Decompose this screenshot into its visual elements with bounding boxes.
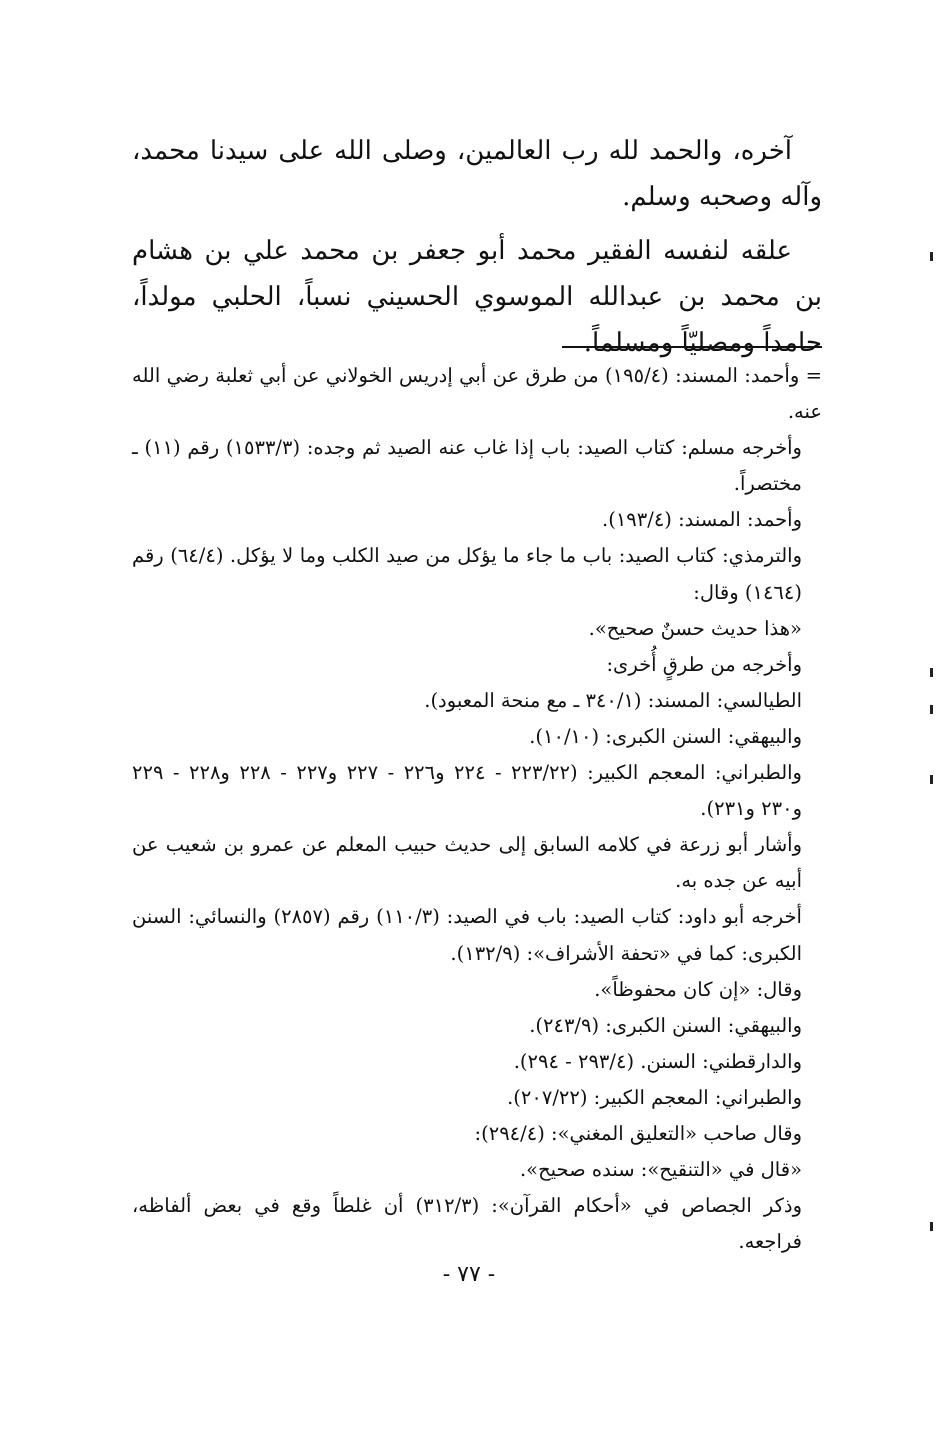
footnote-line: = وأحمد: المسند: (١٩٥/٤) من طرق عن أبي إدريس الخولاني عن أبي ثعلبة رضي الله عنه.	[132, 364, 822, 424]
main-text	[132, 128, 822, 366]
footnote-line: والبيهقي: السنن الكبرى: (٢٤٣/٩).	[529, 1013, 802, 1037]
footnote-line: وأخرجه من طرقٍ أُخرى:	[606, 652, 802, 676]
footnotes	[132, 358, 822, 1260]
footnote-line: والطبراني: المعجم الكبير: (٢٠٧/٢٢).	[507, 1085, 802, 1109]
footnote-line: الطيالسي: المسند: (٣٤٠/١ ـ مع منحة المعبود).	[424, 688, 802, 712]
scan-edge-mark	[930, 705, 933, 714]
scan-edge-mark	[930, 252, 933, 261]
footnote-line: «هذا حديث حسنٌ صحيح».	[588, 616, 802, 640]
footnote-line: والبيهقي: السنن الكبرى: (١٠/١٠).	[529, 724, 802, 748]
footnote-line: والطبراني: المعجم الكبير: (٢٢٣/٢٢ - ٢٢٤ و٢٢٦ - ٢٢٧ و٢٢٧ - ٢٢٨ و٢٢٨ - ٢٢٩ و٢٣٠ و٢٣١).	[132, 761, 802, 821]
footnote-line: وأحمد: المسند: (١٩٣/٤).	[602, 508, 802, 532]
footnote-line: «قال في «التنقيح»: سنده صحيح».	[519, 1158, 802, 1182]
footnote-line: وقال: «إن كان محفوظاً».	[594, 977, 802, 1001]
page-number: - ٧٧ -	[442, 1262, 496, 1287]
footnote-line: وقال صاحب «التعليق المغني»: (٢٩٤/٤):	[474, 1121, 802, 1145]
footnote-line: والترمذي: كتاب الصيد: باب ما جاء ما يؤكل من صيد الكلب وما لا يؤكل. (٦٤/٤) رقم (١٤٦٤) وقال:	[132, 544, 802, 604]
footnote-line: أخرجه أبو داود: كتاب الصيد: باب في الصيد: (١١٠/٣) رقم (٢٨٥٧) والنسائي: السنن الكبرى: كما في «تحفة الأشراف»: (١٣٢/٩).	[132, 905, 802, 965]
scan-edge-mark	[930, 1222, 933, 1231]
footnote-line: والدارقطني: السنن. (٢٩٣/٤ - ٢٩٤).	[513, 1049, 802, 1073]
main-paragraph: آخره، والحمد لله رب العالمين، وصلى الله على سيدنا محمد، وآله وصحبه وسلم.	[132, 136, 822, 212]
scan-edge-mark	[930, 775, 933, 784]
footnote-separator	[562, 346, 822, 348]
footnote-line: وذكر الجصاص في «أحكام القرآن»: (٣١٢/٣) أن غلطاً وقع في بعض ألفاظه، فراجعه.	[132, 1194, 802, 1254]
footnote-line: وأخرجه مسلم: كتاب الصيد: باب إذا غاب عنه الصيد ثم وجده: (١٥٣٣/٣) رقم (١١) ـ مختصراً.	[132, 436, 802, 496]
footnote-line: وأشار أبو زرعة في كلامه السابق إلى حديث حبيب المعلم عن عمرو بن شعيب عن أبيه عن جده به.	[132, 833, 802, 893]
scan-edge-mark	[930, 668, 933, 677]
main-paragraph: علقه لنفسه الفقير محمد أبو جعفر بن محمد علي بن هشام بن محمد بن عبدالله الموسوي الحسيني نسباً، الحلبي مولداً، حامداً ومصليّاً ومسلماً.	[132, 236, 822, 358]
